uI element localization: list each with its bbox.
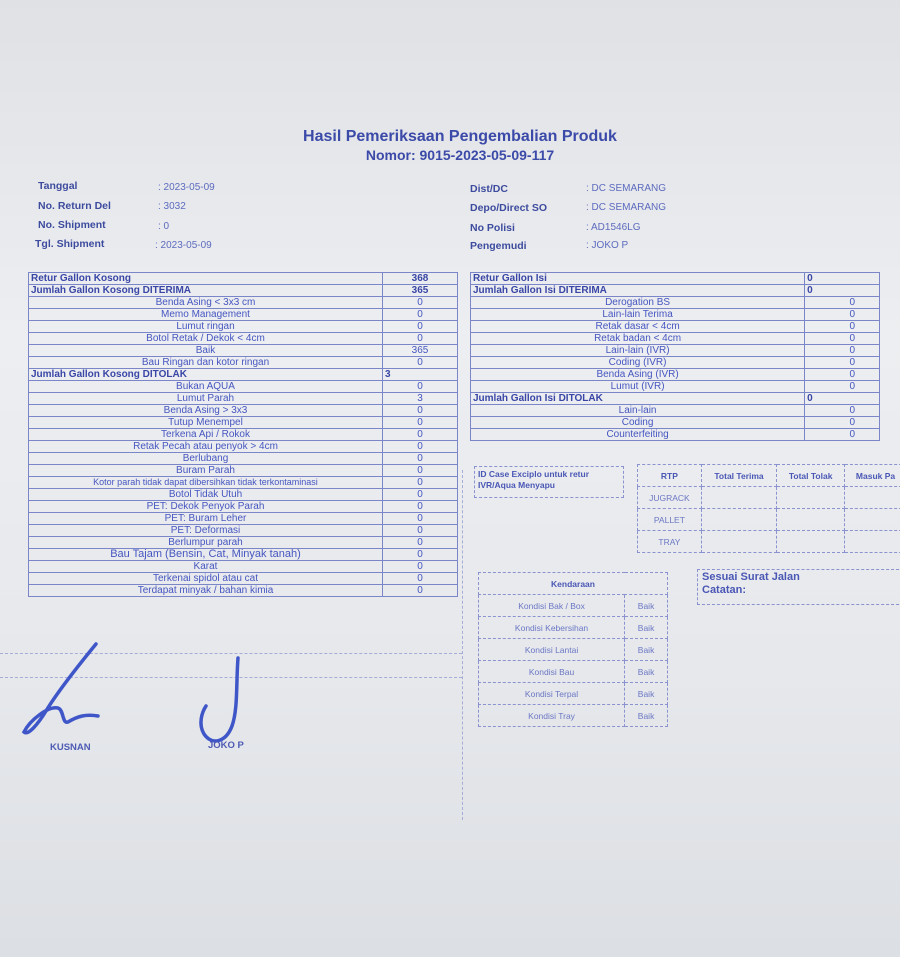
table-cell-value: 3 [383, 393, 458, 405]
table-cell [701, 509, 776, 531]
table-cell-label: Benda Asing < 3x3 cm [29, 297, 383, 309]
table-row [471, 393, 880, 405]
table-row [29, 477, 458, 489]
signature-kusnan [18, 636, 128, 746]
table-row [29, 417, 458, 429]
table-cell-value: 0 [805, 393, 880, 405]
table-cell-label: Kondisi Kebersihan [479, 617, 625, 639]
table-cell-label: Jumlah Gallon Isi DITERIMA [471, 285, 805, 297]
table-row [471, 285, 880, 297]
table-cell-value: 0 [805, 321, 880, 333]
table-cell-value: Baik [625, 617, 668, 639]
table-cell-value: Baik [625, 705, 668, 727]
table-cell-label: PET: Dekok Penyok Parah [29, 501, 383, 513]
document-title: Hasil Pemeriksaan Pengembalian Produk [303, 128, 617, 145]
table-row [29, 441, 458, 453]
table-cell-value: 0 [383, 417, 458, 429]
table-cell-value: 0 [383, 501, 458, 513]
table-cell-label: Lain-lain (IVR) [471, 345, 805, 357]
table-row [29, 273, 458, 285]
table-cell-value: 0 [805, 405, 880, 417]
table-cell-label: Berlubang [29, 453, 383, 465]
table-cell-label: Kondisi Bau [479, 661, 625, 683]
kendaraan-title: Kendaraan [479, 573, 668, 595]
table-cell: TRAY [638, 531, 702, 553]
table-cell-value: 0 [383, 453, 458, 465]
table-cell-value: 0 [383, 429, 458, 441]
table-cell-label: Derogation BS [471, 297, 805, 309]
table-header: Total Terima [701, 465, 776, 487]
table-cell-label: Tutup Menempel [29, 417, 383, 429]
table-cell-label: Lain-lain [471, 405, 805, 417]
table-cell [777, 487, 845, 509]
table-cell-label: Kondisi Bak / Box [479, 595, 625, 617]
rtp-table [637, 464, 900, 553]
table-cell-label: Jumlah Gallon Kosong DITERIMA [29, 285, 383, 297]
table-cell-label: Lumut (IVR) [471, 381, 805, 393]
table-cell-value: 0 [805, 285, 880, 297]
id-case-box [474, 466, 624, 498]
table-cell-value: 0 [383, 333, 458, 345]
table-row [479, 617, 668, 639]
table-cell-value: 0 [383, 477, 458, 489]
table-row [638, 509, 900, 531]
table-cell-label: Kondisi Lantai [479, 639, 625, 661]
table-cell-value: 0 [383, 585, 458, 597]
table-header: RTP [638, 465, 702, 487]
table-row [638, 531, 900, 553]
table-row [29, 573, 458, 585]
table-row [471, 405, 880, 417]
header-label: No. Shipment [38, 219, 106, 231]
table-row [29, 537, 458, 549]
table-cell-label: Retur Gallon Isi [471, 273, 805, 285]
table-row [471, 333, 880, 345]
table-cell-label: Retak Pecah atau penyok > 4cm [29, 441, 383, 453]
table-cell [845, 487, 900, 509]
table-row [29, 585, 458, 597]
table-cell-label: Retur Gallon Kosong [29, 273, 383, 285]
table-cell-label: Lumut Parah [29, 393, 383, 405]
table-cell-label: Kondisi Tray [479, 705, 625, 727]
table-row [471, 381, 880, 393]
table-row [471, 357, 880, 369]
table-cell-label: Bau Tajam (Bensin, Cat, Minyak tanah) [29, 549, 383, 561]
table-row [471, 417, 880, 429]
table-cell-value: 0 [383, 537, 458, 549]
table-cell-label: Bukan AQUA [29, 381, 383, 393]
table-row [471, 429, 880, 441]
table-cell [777, 509, 845, 531]
table-cell: PALLET [638, 509, 702, 531]
header-label: Dist/DC [470, 183, 508, 195]
table-row [29, 525, 458, 537]
table-cell-value: 0 [805, 273, 880, 285]
table-cell-label: Lumut ringan [29, 321, 383, 333]
table-cell-value: 365 [383, 345, 458, 357]
table-row [29, 321, 458, 333]
table-row [29, 357, 458, 369]
table-row [471, 273, 880, 285]
table-cell-label: Bau Ringan dan kotor ringan [29, 357, 383, 369]
table-cell-label: Benda Asing (IVR) [471, 369, 805, 381]
table-row [638, 487, 900, 509]
table-row [479, 705, 668, 727]
table-cell [845, 509, 900, 531]
table-row [29, 501, 458, 513]
table-cell-value: Baik [625, 639, 668, 661]
table-cell-value: 0 [383, 525, 458, 537]
document-number: Nomor: 9015-2023-05-09-117 [365, 147, 555, 163]
table-cell-value: 0 [383, 381, 458, 393]
table-cell-value: 0 [383, 297, 458, 309]
table-row [479, 595, 668, 617]
table-cell-value: Baik [625, 683, 668, 705]
catatan-line1: Sesuai Surat Jalan [702, 571, 800, 583]
table-cell-value: 0 [383, 549, 458, 561]
table-cell-value: 3 [383, 369, 458, 381]
table-cell-label: Coding [471, 417, 805, 429]
table-cell [701, 531, 776, 553]
table-cell-label: Botol Retak / Dekok < 4cm [29, 333, 383, 345]
table-cell: JUGRACK [638, 487, 702, 509]
header-label: Tanggal [38, 180, 78, 192]
table-cell [777, 531, 845, 553]
table-cell-value: 0 [383, 357, 458, 369]
signature-joko [190, 654, 260, 754]
header-label: Tgl. Shipment [35, 238, 105, 250]
table-row [479, 661, 668, 683]
table-row [479, 573, 668, 595]
table-cell [845, 531, 900, 553]
header-label: No. Return Del [38, 200, 111, 212]
table-row [29, 309, 458, 321]
table-cell-label: Lain-lain Terima [471, 309, 805, 321]
table-cell-label: Counterfeiting [471, 429, 805, 441]
header-value: : JOKO P [586, 240, 629, 251]
table-cell-value: 0 [383, 561, 458, 573]
table-cell-value: 0 [805, 417, 880, 429]
table-cell-value: 0 [383, 321, 458, 333]
table-cell-value: 0 [805, 381, 880, 393]
table-cell-label: Retak badan < 4cm [471, 333, 805, 345]
table-cell-label: Botol Tidak Utuh [29, 489, 383, 501]
table-cell-label: Memo Management [29, 309, 383, 321]
header-value: : DC SEMARANG [586, 202, 667, 213]
table-row [29, 429, 458, 441]
table-cell-label: Terdapat minyak / bahan kimia [29, 585, 383, 597]
table-cell-value: 0 [805, 333, 880, 345]
table-cell-value: 365 [383, 285, 458, 297]
table-cell-label: Jumlah Gallon Isi DITOLAK [471, 393, 805, 405]
table-cell-value: 368 [383, 273, 458, 285]
table-row [29, 465, 458, 477]
signature-name-right: JOKO P [208, 740, 244, 751]
table-header: Total Tolak [777, 465, 845, 487]
table-row [29, 561, 458, 573]
table-row [638, 465, 900, 487]
header-value: : 2023-05-09 [158, 182, 215, 193]
table-row [29, 381, 458, 393]
table-row [29, 297, 458, 309]
header-value: : 3032 [158, 201, 186, 212]
header-label: Depo/Direct SO [470, 202, 548, 214]
header-value: : 2023-05-09 [155, 240, 212, 251]
signature-name-left: KUSNAN [50, 742, 91, 753]
table-cell-label: Berlumpur parah [29, 537, 383, 549]
table-row [471, 321, 880, 333]
table-cell-value: 0 [383, 309, 458, 321]
table-cell-value: 0 [805, 357, 880, 369]
table-cell-label: PET: Deformasi [29, 525, 383, 537]
table-row [479, 639, 668, 661]
table-cell-label: Karat [29, 561, 383, 573]
table-row [29, 333, 458, 345]
divider [462, 470, 463, 820]
table-row [29, 369, 458, 381]
table-cell-label: Coding (IVR) [471, 357, 805, 369]
gallon-isi-table [470, 272, 880, 441]
table-cell-label: Kondisi Terpal [479, 683, 625, 705]
header-value: : DC SEMARANG [586, 183, 667, 194]
table-cell-value: 0 [383, 441, 458, 453]
table-row [471, 297, 880, 309]
table-row [471, 345, 880, 357]
table-cell [701, 487, 776, 509]
header-value: : AD1546LG [586, 222, 641, 233]
table-row [29, 489, 458, 501]
table-row [471, 309, 880, 321]
catatan-line2: Catatan: [702, 584, 747, 596]
header-value: : 0 [158, 221, 170, 232]
table-row [29, 405, 458, 417]
table-cell-value: 0 [805, 345, 880, 357]
table-cell-value: 0 [383, 489, 458, 501]
table-cell-value: 0 [383, 573, 458, 585]
table-row [29, 453, 458, 465]
table-cell-label: Retak dasar < 4cm [471, 321, 805, 333]
table-cell-label: Terkenai spidol atau cat [29, 573, 383, 585]
table-cell-value: Baik [625, 661, 668, 683]
table-cell-value: 0 [805, 429, 880, 441]
table-row [29, 285, 458, 297]
table-row [29, 549, 458, 561]
table-row [29, 345, 458, 357]
table-cell-value: Baik [625, 595, 668, 617]
table-cell-label: Jumlah Gallon Kosong DITOLAK [29, 369, 383, 381]
gallon-kosong-table [28, 272, 458, 597]
table-cell-label: Buram Parah [29, 465, 383, 477]
table-header: Masuk Pa [845, 465, 900, 487]
kendaraan-table [478, 572, 668, 727]
catatan-box [697, 569, 900, 605]
table-cell-label: Baik [29, 345, 383, 357]
table-cell-value: 0 [805, 369, 880, 381]
table-cell-value: 0 [805, 297, 880, 309]
header-label: Pengemudi [470, 240, 527, 252]
table-cell-label: Benda Asing > 3x3 [29, 405, 383, 417]
header-label: No Polisi [470, 222, 515, 234]
table-cell-value: 0 [383, 513, 458, 525]
table-cell-value: 0 [383, 465, 458, 477]
table-row [471, 369, 880, 381]
table-row [479, 683, 668, 705]
table-row [29, 393, 458, 405]
table-cell-label: Kotor parah tidak dapat dibersihkan tidak terkontaminasi [29, 477, 383, 489]
table-cell-value: 0 [805, 309, 880, 321]
table-cell-value: 0 [383, 405, 458, 417]
id-case-text: ID Case Exciplo untuk retur IVR/Aqua Menyapu [478, 469, 589, 490]
table-cell-label: Terkena Api / Rokok [29, 429, 383, 441]
table-row [29, 513, 458, 525]
table-cell-label: PET: Buram Leher [29, 513, 383, 525]
